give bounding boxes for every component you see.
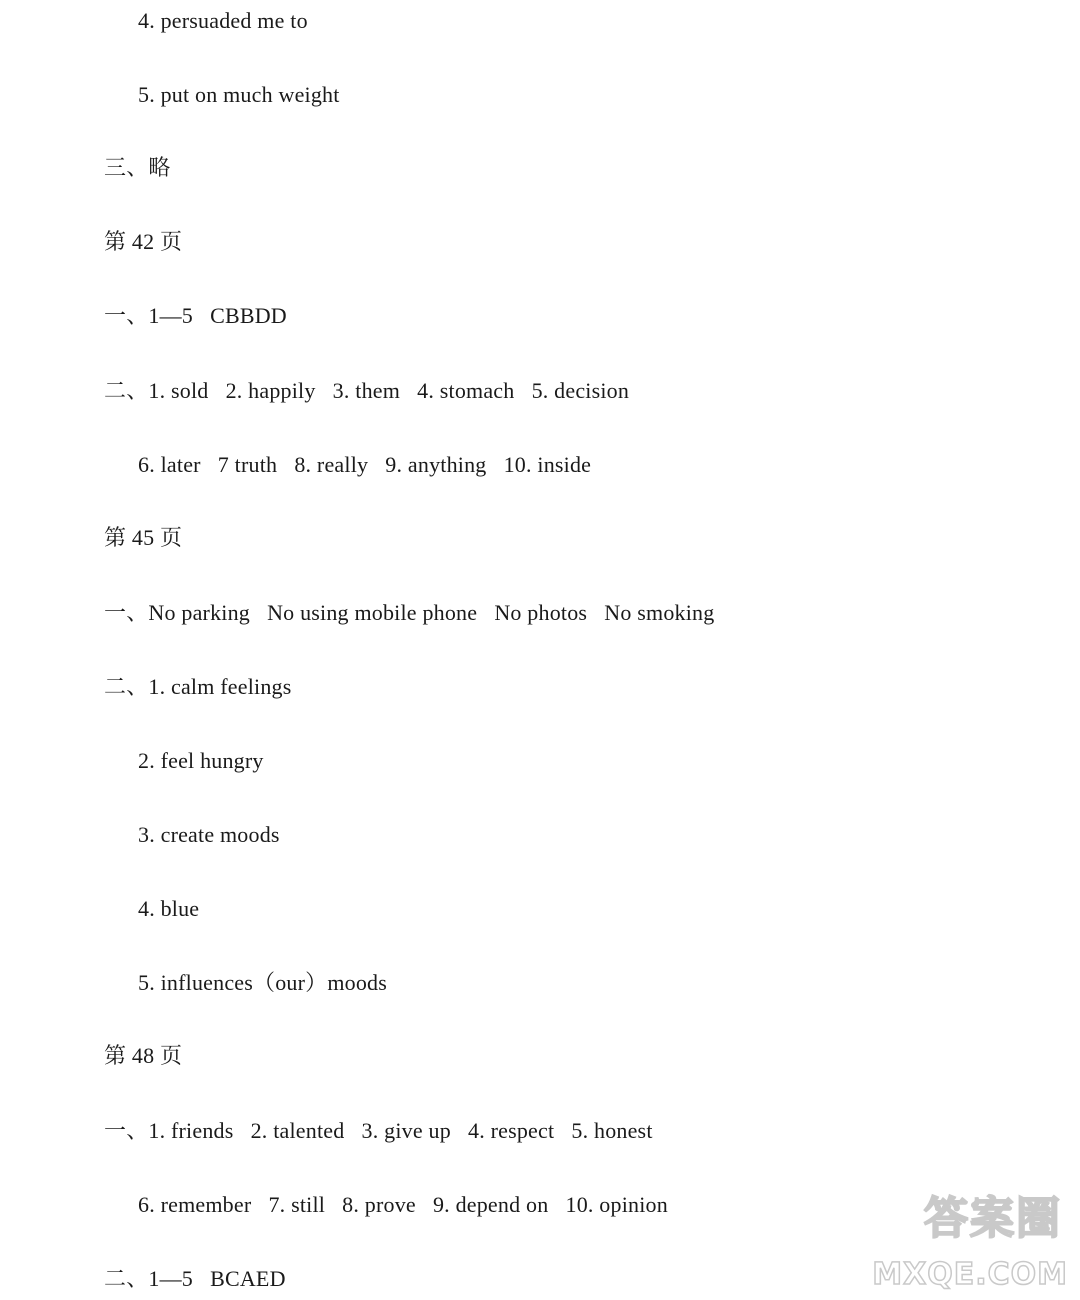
page-heading: 第 42 页 bbox=[104, 229, 183, 254]
section-line: 二、1. calm feelings bbox=[104, 674, 292, 699]
watermark-bottom-text: MXQE.COM bbox=[872, 1257, 1068, 1292]
section-line: 一、1—5 CBBDD bbox=[104, 303, 287, 328]
answer-line: 6. remember 7. still 8. prove 9. depend on 10. opinion bbox=[138, 1192, 668, 1217]
page-heading: 第 48 页 bbox=[104, 1043, 183, 1068]
answer-line: 5. influences（our）moods bbox=[138, 970, 388, 995]
watermark-logo bbox=[872, 1182, 1068, 1292]
section-line: 三、略 bbox=[104, 155, 171, 180]
answer-line: 4. blue bbox=[138, 896, 200, 921]
section-line: 一、1. friends 2. talented 3. give up 4. respect 5. honest bbox=[104, 1118, 653, 1143]
page-heading: 第 45 页 bbox=[104, 525, 183, 550]
answer-line: 3. create moods bbox=[138, 822, 280, 847]
section-line: 二、1—5 BCAED bbox=[104, 1266, 286, 1291]
answer-line: 6. later 7 truth 8. really 9. anything 10. inside bbox=[138, 452, 592, 477]
answer-line: 2. feel hungry bbox=[138, 748, 264, 773]
section-line: 二、1. sold 2. happily 3. them 4. stomach 5. decision bbox=[104, 378, 630, 403]
answer-line: 5. put on much weight bbox=[138, 82, 340, 107]
answer-line: 4. persuaded me to bbox=[138, 8, 308, 33]
section-line: 一、No parking No using mobile phone No photos No smoking bbox=[104, 600, 715, 625]
watermark-top-text: 答案圈 bbox=[924, 1193, 1062, 1244]
